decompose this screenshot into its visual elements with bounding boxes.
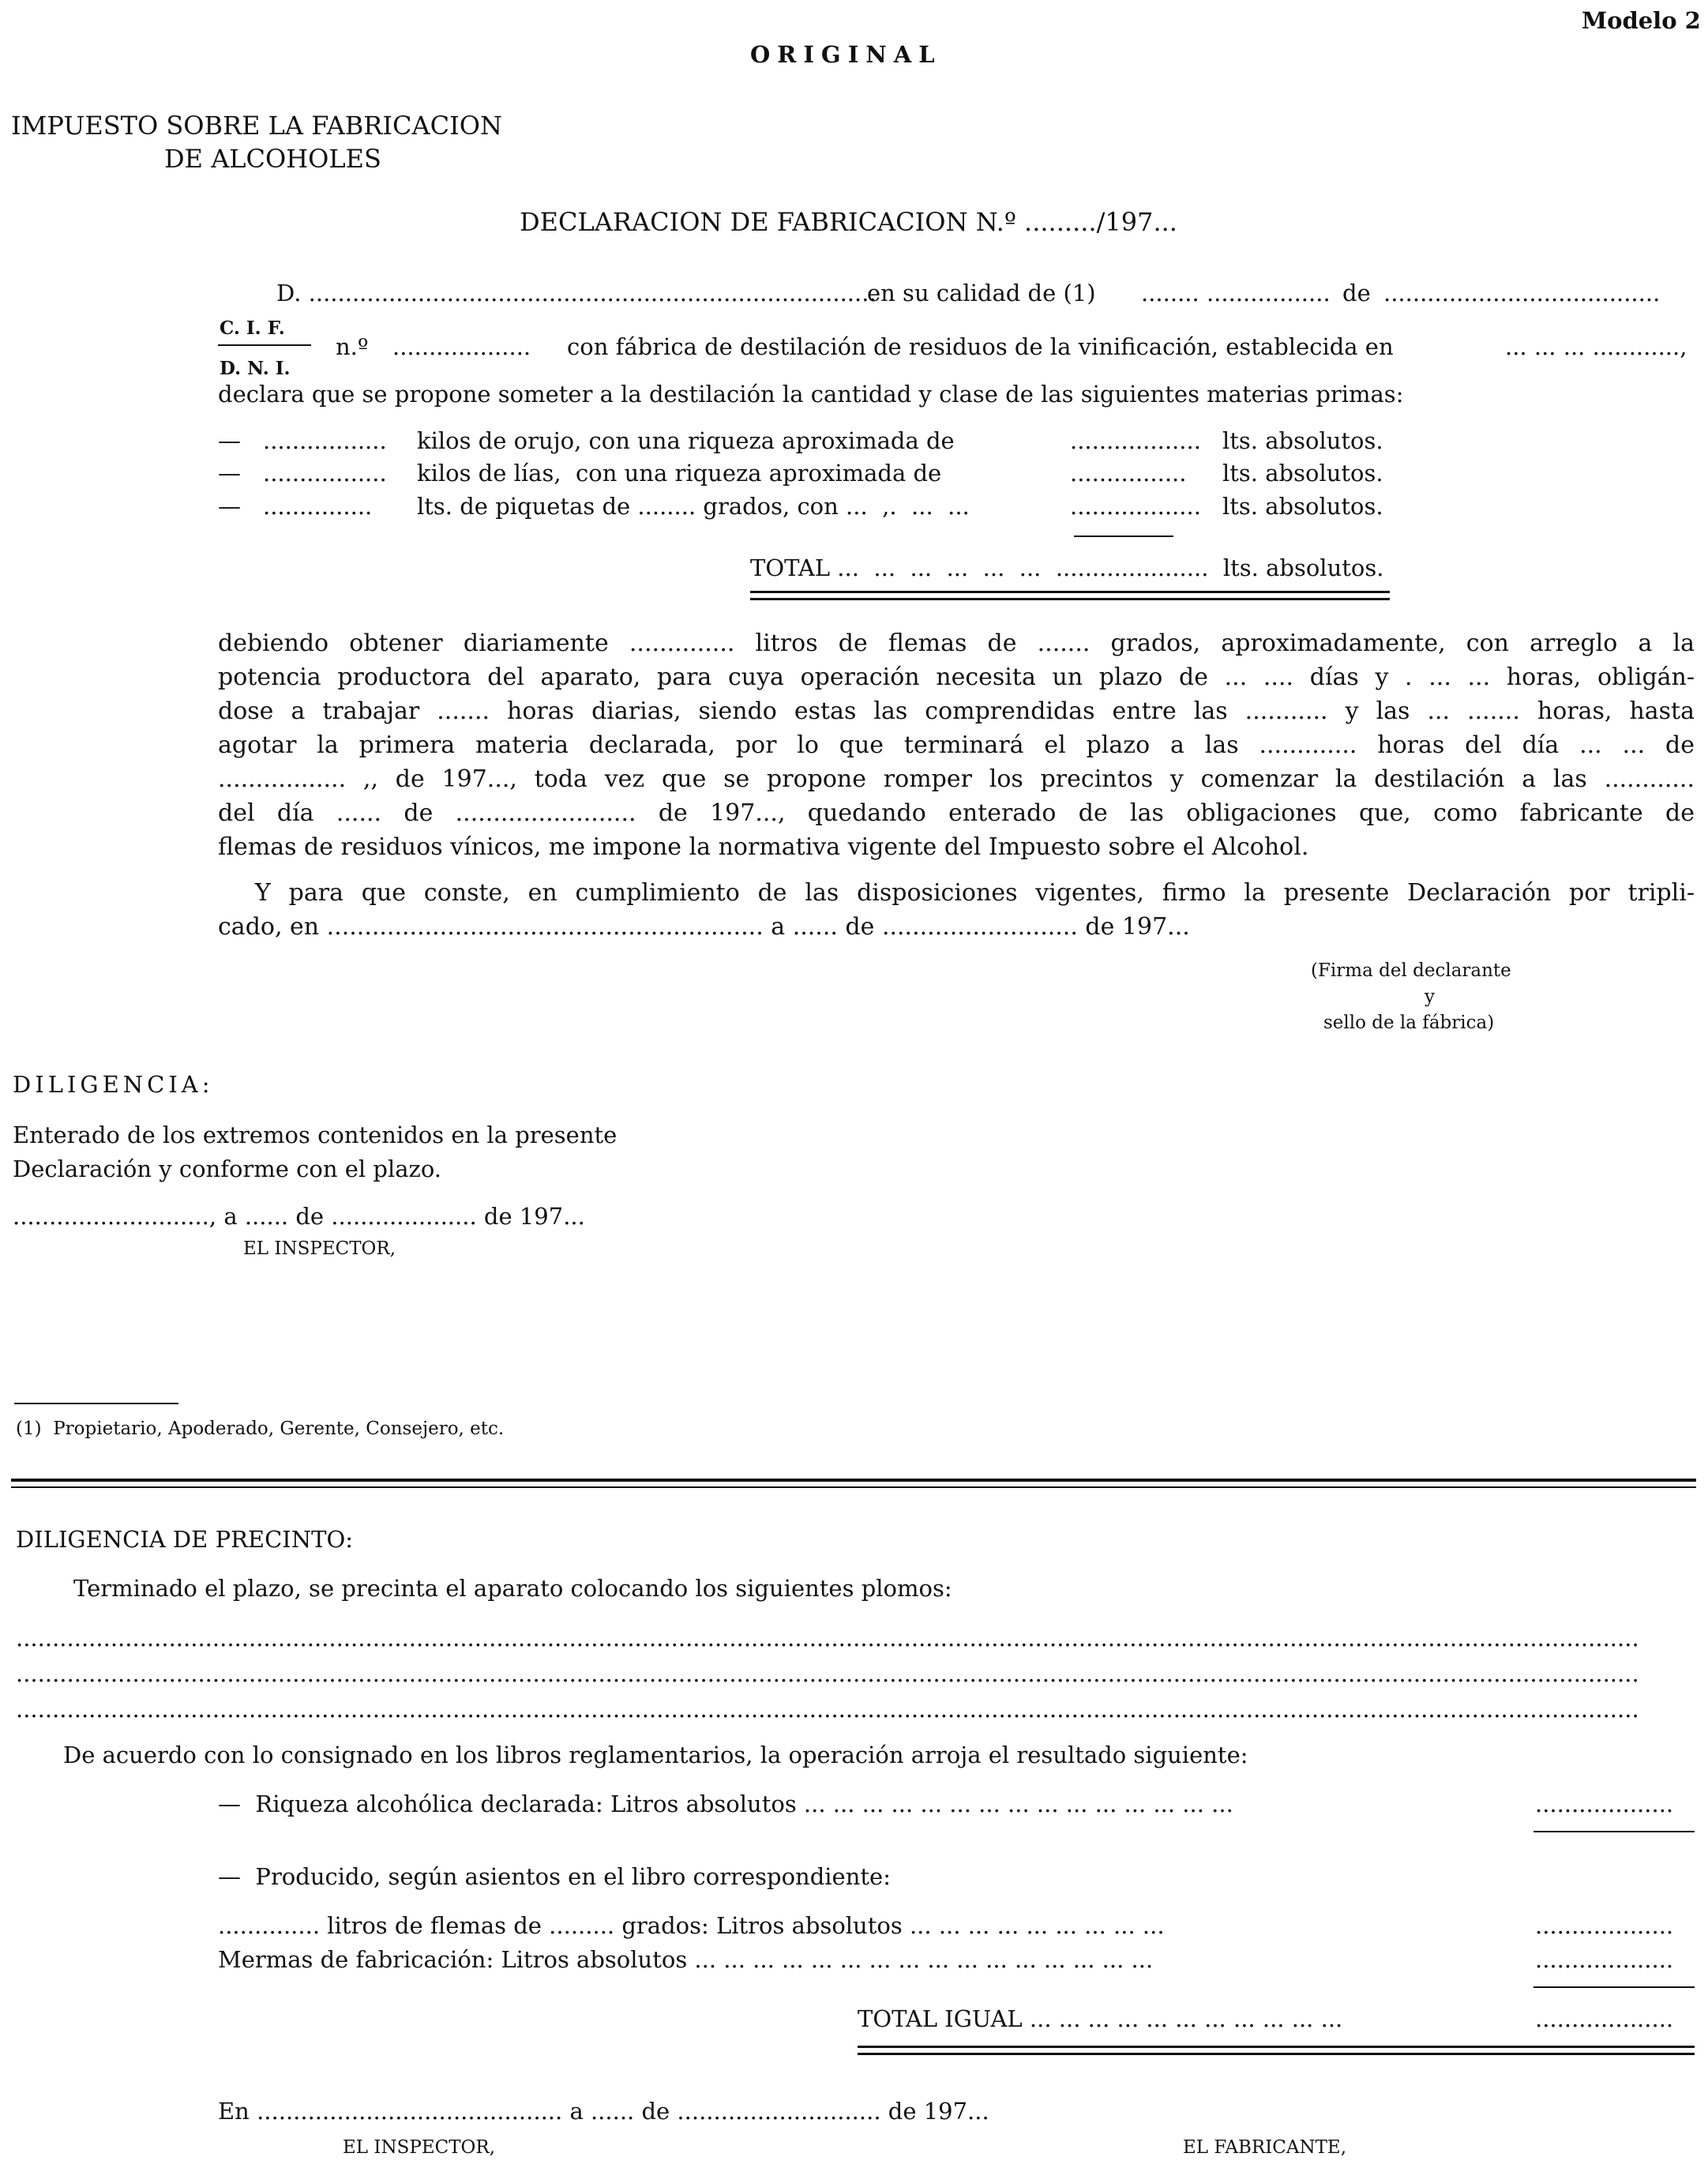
establecida-field: ... ... ... ............, bbox=[1505, 333, 1687, 360]
riqueza-line: — Riqueza alcohólica declarada: Litros absolutos ... ... ... ... ... ... ... ... ... ... ... ... ... ... ... bbox=[218, 1791, 1233, 1817]
total-line: TOTAL ... ... ... ... ... ... ..................... lts. absolutos. bbox=[750, 554, 1384, 581]
precinto-fabricante: EL FABRICANTE, bbox=[1183, 2137, 1347, 2158]
paragraph-line: debiendo obtener diariamente .............. litros de flemas de ....... grados, aproximadamente, con arreglo a la bbox=[218, 629, 1695, 657]
diligencia-line-2: Declaración y conforme con el plazo. bbox=[13, 1156, 441, 1182]
cif-fraction-bar bbox=[218, 344, 311, 346]
paragraph-line: agotar la primera materia declarada, por lo que terminará el plazo a las ............. horas del día ... ... de bbox=[218, 731, 1695, 759]
diligencia-inspector: EL INSPECTOR, bbox=[243, 1238, 396, 1259]
firma-label-3: sello de la fábrica) bbox=[1323, 1013, 1495, 1033]
flemas-value: ................... bbox=[1535, 1912, 1674, 1939]
tax-title-line-2: DE ALCOHOLES bbox=[164, 144, 381, 174]
plomos-dotline: ............................................................................................................................................................................................................................... bbox=[16, 1698, 1639, 1721]
riqueza-value: ................... bbox=[1535, 1791, 1674, 1817]
numero-label: n.º bbox=[336, 333, 369, 360]
item-text: lts. de piquetas de ........ grados, con ... ,. ... ... bbox=[417, 493, 970, 520]
conste-line-1: Y para que conste, en cumplimiento de las disposiciones vigentes, firmo la presente Declaración por tripli- bbox=[255, 879, 1695, 907]
diligencia-line-3: ..........................., a ...... de .................... de 197... bbox=[13, 1203, 585, 1230]
paragraph-line: flemas de residuos vínicos, me impone la normativa vigente del Impuesto sobre el Alcohol. bbox=[218, 833, 1309, 861]
item-unit: lts. absolutos. bbox=[1222, 493, 1383, 520]
total-igual-rule-top bbox=[858, 2046, 1695, 2048]
declara-line: declara que se propone someter a la destilación la cantidad y clase de las siguientes materias primas: bbox=[218, 381, 1404, 408]
item-dash: — bbox=[218, 427, 241, 454]
paragraph-line: ................. ,, de 197..., toda vez que se propone romper los precintos y comenzar la destilación a las ............ bbox=[218, 765, 1695, 793]
paragraph-line: dose a trabajar ....... horas diarias, siendo estas las comprendidas entre las ........... y las ... ....... horas, hasta bbox=[218, 697, 1695, 725]
item-qty: ................. bbox=[263, 460, 387, 487]
calidad-label: en su calidad de (1) bbox=[867, 280, 1096, 306]
mermas-line: Mermas de fabricación: Litros absolutos ... ... ... ... ... ... ... ... ... ... ... ... ... ... ... ... bbox=[218, 1946, 1154, 1973]
flemas-line: .............. litros de flemas de ......... grados: Litros absolutos ... ... ... ... ... ... ... ... ... bbox=[218, 1912, 1165, 1939]
total-double-rule-bottom bbox=[750, 598, 1390, 600]
firma-label-2: y bbox=[1425, 986, 1435, 1007]
declarant-name-field: D. .............................................................................. bbox=[276, 280, 877, 306]
calidad-field: ........ ................. bbox=[1141, 280, 1331, 306]
mermas-value: ................... bbox=[1535, 1946, 1674, 1973]
plomos-dotline: ............................................................................................................................................................................................................................... bbox=[16, 1627, 1639, 1650]
total-igual-line: TOTAL IGUAL ... ... ... ... ... ... ... ... ... ... ... bbox=[858, 2005, 1343, 2032]
section-separator-top bbox=[11, 1479, 1696, 1482]
item-qty: ............... bbox=[263, 493, 373, 520]
declaration-title: DECLARACION DE FABRICACION N.º ........./197... bbox=[520, 207, 1177, 237]
item-unit: lts. absolutos. bbox=[1222, 427, 1383, 454]
cif-label: C. I. F. bbox=[220, 318, 285, 339]
plomos-dotline: ............................................................................................................................................................................................................................... bbox=[16, 1663, 1639, 1685]
firma-label-1: (Firma del declarante bbox=[1311, 960, 1511, 981]
diligencia-title: DILIGENCIA: bbox=[13, 1071, 214, 1098]
footnote-rule bbox=[14, 1403, 178, 1404]
precinto-title: DILIGENCIA DE PRECINTO: bbox=[16, 1526, 353, 1553]
de-label: de bbox=[1342, 280, 1371, 306]
conste-line-2: cado, en .......................................................... a ...... de .......................... de 197... bbox=[218, 913, 1190, 941]
de-field: ...................................... bbox=[1383, 280, 1661, 306]
precinto-line-1: Terminado el plazo, se precinta el aparato colocando los siguientes plomos: bbox=[73, 1575, 952, 1602]
modelo-label: Modelo 2 bbox=[1582, 7, 1701, 34]
item-qty: ................. bbox=[263, 427, 387, 454]
diligencia-line-1: Enterado de los extremos contenidos en la presente bbox=[13, 1122, 618, 1148]
riqueza-rule bbox=[1533, 1831, 1695, 1832]
paragraph-line: potencia productora del aparato, para cuya operación necesita un plazo de ... .... días y . ... ... horas, obligán- bbox=[218, 663, 1695, 691]
tax-title-line-1: IMPUESTO SOBRE LA FABRICACION bbox=[11, 111, 502, 141]
mermas-rule bbox=[1533, 1986, 1695, 1988]
precinto-inspector: EL INSPECTOR, bbox=[343, 2137, 496, 2158]
item-text: kilos de orujo, con una riqueza aproximada de bbox=[417, 427, 955, 454]
item-unit: lts. absolutos. bbox=[1222, 460, 1383, 487]
item-dash: — bbox=[218, 493, 241, 520]
item-dots: ................ bbox=[1070, 460, 1187, 487]
en-line: En .......................................... a ...... de ............................ de 197... bbox=[218, 2098, 989, 2125]
item-dash: — bbox=[218, 460, 241, 487]
item-dots: .................. bbox=[1070, 427, 1201, 454]
section-separator-bottom bbox=[11, 1486, 1696, 1488]
dni-label: D. N. I. bbox=[220, 358, 291, 379]
item-dots: .................. bbox=[1070, 493, 1201, 520]
resultado-line: De acuerdo con lo consignado en los libros reglamentarios, la operación arroja el resultado siguiente: bbox=[63, 1742, 1248, 1768]
subtotal-rule bbox=[1074, 535, 1173, 537]
footnote: (1) Propietario, Apoderado, Gerente, Consejero, etc. bbox=[16, 1419, 505, 1439]
total-igual-value: ................... bbox=[1535, 2005, 1674, 2032]
total-double-rule-top bbox=[750, 591, 1390, 593]
item-text: kilos de lías, con una riqueza aproximada de bbox=[417, 460, 942, 487]
producido-line: — Producido, según asientos en el libro correspondiente: bbox=[218, 1863, 891, 1890]
fabrica-text: con fábrica de destilación de residuos de la vinificación, establecida en bbox=[567, 333, 1394, 360]
paragraph-line: del día ...... de ........................ de 197..., quedando enterado de las obligaciones que, como fabricante de bbox=[218, 799, 1695, 827]
total-igual-rule-bottom bbox=[858, 2053, 1695, 2055]
numero-field: ................... bbox=[392, 333, 531, 360]
original-label: ORIGINAL bbox=[750, 41, 942, 68]
